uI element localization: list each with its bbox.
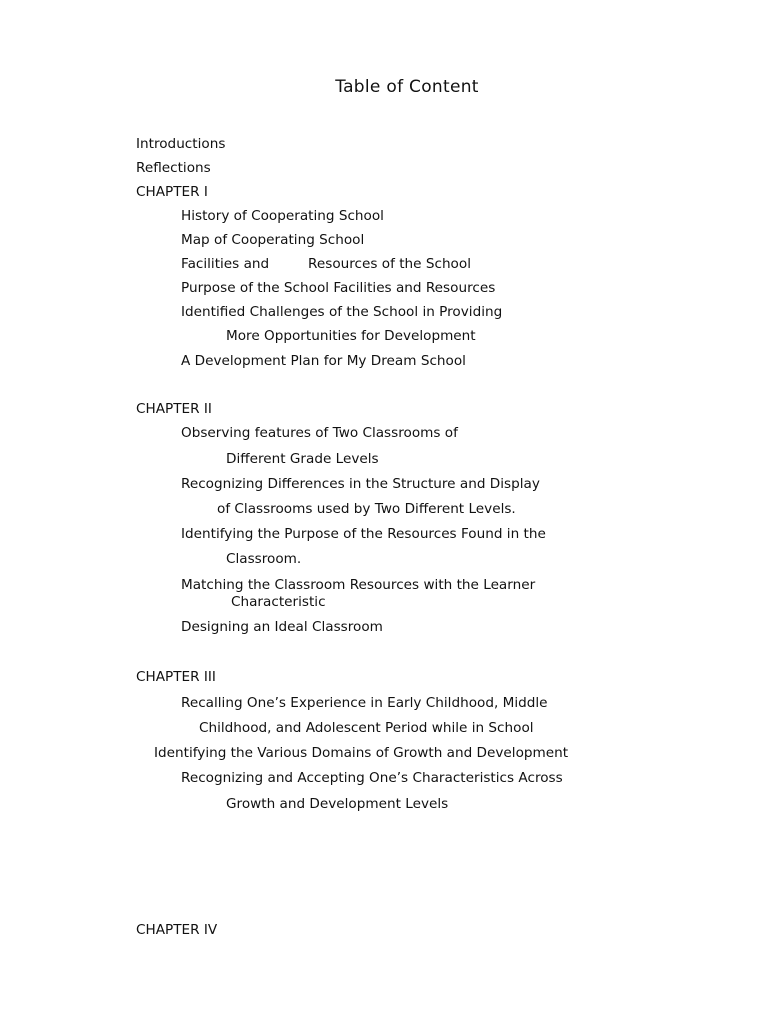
toc-entry: Purpose of the School Facilities and Resources [181,280,496,296]
toc-chapter-4: CHAPTER IV [136,922,218,938]
toc-entry: Identified Challenges of the School in Providing [181,304,503,320]
toc-entry: Observing features of Two Classrooms of [181,425,458,441]
toc-entry: Facilities and Resources of the School [181,256,471,272]
toc-entry-continuation: of Classrooms used by Two Different Levels. [217,501,516,517]
toc-chapter-1: CHAPTER I [136,184,208,200]
toc-entry-continuation: Classroom. [226,551,302,567]
toc-entry-continuation: Different Grade Levels [226,451,379,467]
toc-entry: Identifying the Purpose of the Resources Found in the [181,526,546,542]
toc-entry-continuation: More Opportunities for Development [226,328,476,344]
toc-entry: History of Cooperating School [181,208,384,224]
toc-entry-continuation: Growth and Development Levels [226,796,449,812]
toc-entry: Recognizing Differences in the Structure and Display [181,476,540,492]
toc-chapter-3: CHAPTER III [136,669,216,685]
toc-chapter-2: CHAPTER II [136,401,212,417]
toc-entry: Map of Cooperating School [181,232,365,248]
toc-entry: Recognizing and Accepting One’s Characteristics Across [181,770,563,786]
toc-entry-reflections: Reflections [136,160,211,176]
toc-entry: Recalling One’s Experience in Early Childhood, Middle [181,695,548,711]
page-title: Table of Content [335,77,479,97]
toc-entry: Matching the Classroom Resources with the Learner [181,577,536,593]
toc-entry: A Development Plan for My Dream School [181,353,466,369]
toc-entry-continuation: Characteristic [231,594,326,610]
toc-entry: Designing an Ideal Classroom [181,619,383,635]
toc-entry-introductions: Introductions [136,136,226,152]
toc-entry: Identifying the Various Domains of Growth and Development [154,745,569,761]
toc-entry-continuation: Childhood, and Adolescent Period while in School [199,720,534,736]
